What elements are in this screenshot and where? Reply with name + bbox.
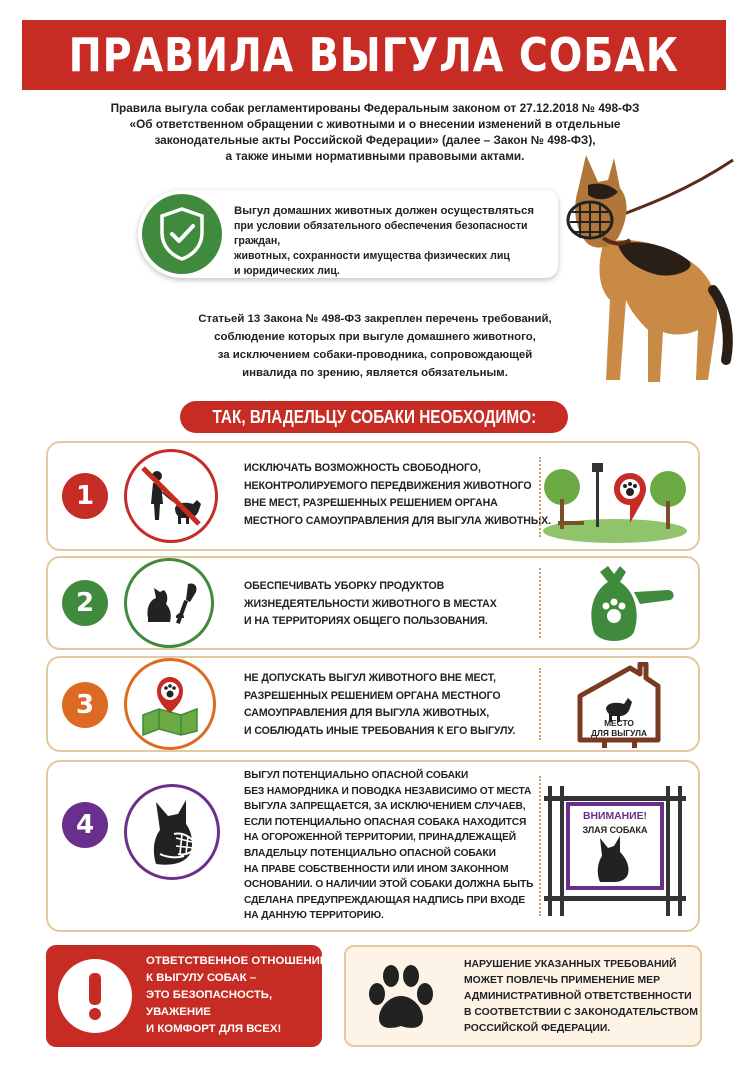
responsibility-line: УВАЖЕНИЕ <box>146 1006 211 1018</box>
article-text <box>170 310 580 382</box>
intro-line: Правила выгула собак регламентированы Федеральным законом от 27.12.2018 № 498-ФЗ <box>110 101 640 115</box>
safety-line: животных, сохранности имущества физических лиц <box>234 250 510 262</box>
rule-number: 2 <box>75 588 95 618</box>
beware-of-dog-fence-sign <box>540 782 690 918</box>
rule-line: ИСКЛЮЧАТЬ ВОЗМОЖНОСТЬ СВОБОДНОГО, <box>244 462 481 474</box>
rule-card-4 <box>46 760 700 932</box>
muzzled-dog-icon <box>124 784 220 880</box>
dog-area-sign <box>540 662 690 750</box>
rule-line: ВЫГУЛА ЗАПРЕЩАЕТСЯ, ЗА ИСКЛЮЧЕНИЕМ СЛУЧАЕВ, <box>244 801 526 813</box>
article-line: соблюдение которых при выгуле домашнего животного, <box>214 331 536 343</box>
safety-line: и юридических лиц. <box>234 265 340 277</box>
safety-text <box>234 204 550 279</box>
rule-line: НА ОГОРОЖЕННОЙ ТЕРРИТОРИИ, ПРИНАДЛЕЖАЩЕЙ <box>244 832 516 844</box>
page-title: ПРАВИЛА ВЫГУЛА СОБАК <box>68 28 680 82</box>
responsibility-line: И КОМФОРТ ДЛЯ ВСЕХ! <box>146 1023 282 1035</box>
rule-line: ОСНОВАНИИ. О НАЛИЧИИ ЭТОЙ СОБАКИ ДОЛЖНА БЫТЬ <box>244 879 534 891</box>
rule-number-badge <box>62 682 108 728</box>
safety-line: Выгул домашних животных должен осуществляться <box>234 205 535 217</box>
rule-number-badge <box>62 802 108 848</box>
sign-text <box>568 810 662 836</box>
waste-bag-illustration <box>540 562 690 648</box>
rule-line: НЕ ДОПУСКАТЬ ВЫГУЛ ЖИВОТНОГО ВНЕ МЕСТ, <box>244 672 496 684</box>
responsibility-line: К ВЫГУЛУ СОБАК – <box>146 972 257 984</box>
intro-line: а также иными нормативными правовыми актами. <box>225 149 525 163</box>
rule-card-3 <box>46 656 700 752</box>
shield-check-icon <box>142 194 222 274</box>
rule-number: 3 <box>75 690 95 720</box>
violation-text <box>464 957 698 1037</box>
intro-line: «Об ответственном обращении с животными и о внесении изменений в отдельные <box>129 117 621 131</box>
rule-line: МЕСТНОГО САМОУПРАВЛЕНИЯ ДЛЯ ВЫГУЛА ЖИВОТНЫХ. <box>244 514 551 527</box>
rule-line: САМОУПРАВЛЕНИЯ ДЛЯ ВЫГУЛА ЖИВОТНЫХ, <box>244 707 490 719</box>
rule-line: ОБЕСПЕЧИВАТЬ УБОРКУ ПРОДУКТОВ <box>244 580 445 592</box>
rule-line: НА ДАННУЮ ТЕРРИТОРИЮ. <box>244 910 384 922</box>
rule-line: ВЛАДЕЛЬЦУ ПОТЕНЦИАЛЬНО ОПАСНОЙ СОБАКИ <box>244 847 496 859</box>
rule-line: ВЫГУЛ ПОТЕНЦИАЛЬНО ОПАСНОЙ СОБАКИ <box>244 770 469 781</box>
rule-text <box>244 768 533 924</box>
paw-icon <box>362 959 440 1037</box>
intro-line: законодательные акты Российской Федерации» (далее – Закон № 498-ФЗ), <box>154 133 596 147</box>
rule-number-badge <box>62 580 108 626</box>
section-heading-text: ТАК, ВЛАДЕЛЬЦУ СОБАКИ НЕОБХОДИМО: <box>212 406 536 427</box>
rule-line: НА ПРАВЕ СОБСТВЕННОСТИ ИЛИ ИНОМ ЗАКОННОМ <box>244 863 509 875</box>
sign-line: ДЛЯ ВЫГУЛА <box>591 728 647 738</box>
violation-line: АДМИНИСТРАТИВНОЙ ОТВЕТСТВЕННОСТИ <box>464 991 692 1002</box>
rule-number-badge <box>62 473 108 519</box>
rule-card-1 <box>46 441 700 551</box>
responsibility-text <box>146 953 327 1038</box>
violation-line: РОССИЙСКОЙ ФЕДЕРАЦИИ. <box>464 1023 611 1034</box>
safety-card <box>138 190 558 278</box>
dog-waste-cleanup-icon <box>124 558 214 648</box>
rule-line: ВНЕ МЕСТ, РАЗРЕШЕННЫХ РЕШЕНИЕМ ОРГАНА <box>244 497 498 509</box>
rule-line: И СОБЛЮДАТЬ ИНЫЕ ТРЕБОВАНИЯ К ЕГО ВЫГУЛУ. <box>244 724 516 737</box>
safety-line: при условии обязательного обеспечения безопасности граждан, <box>234 220 528 247</box>
sign-line: МЕСТО <box>604 718 634 728</box>
section-heading <box>180 401 568 433</box>
rule-card-2 <box>46 556 700 650</box>
article-line: инвалида по зрению, является обязательным. <box>242 367 508 379</box>
rule-text <box>244 578 497 631</box>
sign-line: ЗЛАЯ СОБАКА <box>582 825 648 835</box>
rule-line: РАЗРЕШЕННЫХ РЕШЕНИЕМ ОРГАНА МЕСТНОГО <box>244 689 501 702</box>
exclamation-icon <box>58 959 132 1033</box>
violation-line: НАРУШЕНИЕ УКАЗАННЫХ ТРЕБОВАНИЙ <box>464 959 677 970</box>
rule-line: И НА ТЕРРИТОРИЯХ ОБЩЕГО ПОЛЬЗОВАНИЯ. <box>244 615 488 627</box>
rule-line: ЖИЗНЕДЕЯТЕЛЬНОСТИ ЖИВОТНОГО В МЕСТАХ <box>244 597 497 610</box>
violation-line: МОЖЕТ ПОВЛЕЧЬ ПРИМЕНЕНИЕ МЕР <box>464 975 661 986</box>
park-location-illustration <box>540 449 690 545</box>
responsibility-line: ЭТО БЕЗОПАСНОСТЬ, <box>146 989 273 1001</box>
rule-line: БЕЗ НАМОРДНИКА И ПОВОДКА НЕЗАВИСИМО ОТ МЕСТА <box>244 785 532 797</box>
rule-number: 1 <box>75 481 95 511</box>
article-line: за исключением собаки-проводника, сопровождающей <box>217 349 533 361</box>
map-paw-pin-icon <box>124 658 216 750</box>
rule-line: НЕКОНТРОЛИРУЕМОГО ПЕРЕДВИЖЕНИЯ ЖИВОТНОГО <box>244 479 532 492</box>
rule-text <box>244 670 515 740</box>
title-banner <box>22 20 726 90</box>
no-dog-walking-icon <box>124 449 218 543</box>
rule-number: 4 <box>75 810 95 840</box>
article-line: Статьей 13 Закона № 498-ФЗ закреплен перечень требований, <box>198 313 552 325</box>
rule-line: СДЕЛАНА ПРЕДУПРЕЖДАЮЩАЯ НАДПИСЬ ПРИ ВХОДЕ <box>244 894 526 906</box>
rule-line: ЕСЛИ ПОТЕНЦИАЛЬНО ОПАСНАЯ СОБАКА НАХОДИТСЯ <box>244 816 527 828</box>
responsibility-box <box>46 945 328 1047</box>
responsibility-line: ОТВЕТСТВЕННОЕ ОТНОШЕНИЕ <box>146 955 328 967</box>
sign-text <box>580 718 658 738</box>
sign-line: ВНИМАНИЕ! <box>583 811 647 822</box>
violation-line: В СООТВЕТСТВИИ С ЗАКОНОДАТЕЛЬСТВОМ <box>464 1007 698 1018</box>
violation-notice-box <box>344 945 702 1047</box>
rule-text <box>244 460 551 530</box>
